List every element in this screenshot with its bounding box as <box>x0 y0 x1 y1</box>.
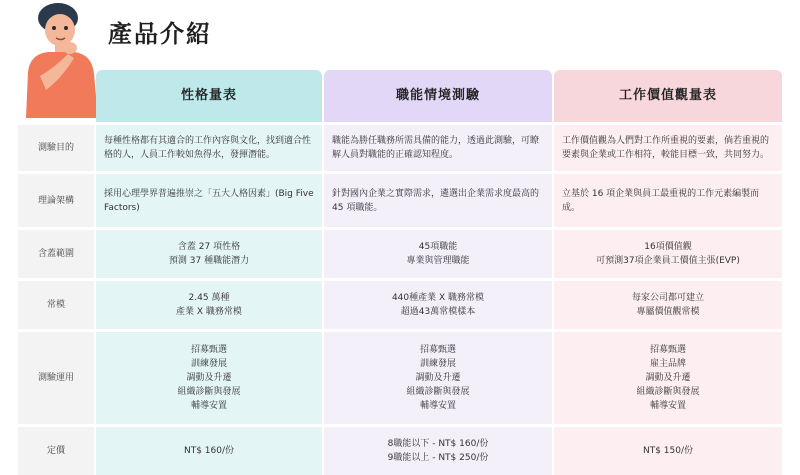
cell-line: 招募甄選 <box>649 345 686 355</box>
cell-line: NT$ 160/份 <box>183 446 235 456</box>
cell-line: 超過43萬常模樣本 <box>400 307 476 317</box>
table-cell <box>96 427 322 475</box>
table-cell <box>554 332 782 424</box>
cell-line: 16項價值觀 <box>644 242 692 252</box>
cell-line: 調動及升遷 <box>645 373 691 383</box>
column-header-personality: 性格量表 <box>96 70 322 122</box>
cell-line: 組織診斷與發展 <box>406 387 470 397</box>
table-corner <box>18 70 94 122</box>
table-cell: 立基於 16 項企業與員工最重視的工作元素編製而成。 <box>554 174 782 227</box>
cell-line: 訓練發展 <box>190 359 227 369</box>
cell-line: 招募甄選 <box>419 345 456 355</box>
page-title: 產品介紹 <box>108 20 212 48</box>
cell-line: 組織診斷與發展 <box>177 387 241 397</box>
cell-line: 9職能以上 - NT$ 250/份 <box>387 453 489 463</box>
row-label-price: 定價 <box>18 427 94 475</box>
cell-line: 含蓋 27 項性格 <box>177 242 241 252</box>
row-label-framework: 理論架構 <box>18 174 94 227</box>
cell-line: 調動及升遷 <box>415 373 461 383</box>
cell-line: 產業 X 職務常模 <box>176 307 242 317</box>
row-label-norm: 常模 <box>18 281 94 329</box>
cell-line: 招募甄選 <box>190 345 227 355</box>
cell-line: 預測 37 種職能潛力 <box>168 256 250 266</box>
cell-line: 440種產業 X 職務常模 <box>391 293 485 303</box>
cell-line: 8職能以下 - NT$ 160/份 <box>387 439 489 449</box>
table-cell: 採用心理學界普遍推崇之「五大人格因素」(Big Five Factors) <box>96 174 322 227</box>
cell-line: 輔導安置 <box>190 401 227 411</box>
column-header-work-values: 工作價值觀量表 <box>554 70 782 122</box>
cell-line: 雇主品牌 <box>649 359 686 369</box>
column-header-competency: 職能情境測驗 <box>324 70 552 122</box>
row-label-coverage: 含蓋範圍 <box>18 230 94 278</box>
cell-line: 輔導安置 <box>419 401 456 411</box>
table-cell: 針對國內企業之實際需求，遴選出企業需求度最高的45 項職能。 <box>324 174 552 227</box>
cell-line: 專業與管理職能 <box>406 256 470 266</box>
cell-line: 2.45 萬種 <box>188 293 230 303</box>
cell-line: 調動及升遷 <box>186 373 232 383</box>
table-cell <box>324 332 552 424</box>
cell-line: 組織診斷與發展 <box>636 387 700 397</box>
table-cell: 職能為勝任職務所需具備的能力，透過此測驗，可瞭解人員對職能的正確認知程度。 <box>324 125 552 171</box>
table-cell <box>324 427 552 475</box>
table-cell <box>96 281 322 329</box>
cell-line: NT$ 150/份 <box>642 446 694 456</box>
table-cell <box>554 281 782 329</box>
table-cell <box>554 230 782 278</box>
row-label-purpose: 測驗目的 <box>18 125 94 171</box>
cell-line: 每家公司都可建立 <box>631 293 704 303</box>
product-comparison-table <box>18 70 780 475</box>
cell-line: 可預測37項企業員工價值主張(EVP) <box>596 256 740 266</box>
table-cell <box>324 230 552 278</box>
cell-line: 專屬價值觀常模 <box>636 307 700 317</box>
table-cell <box>96 230 322 278</box>
cell-line: 輔導安置 <box>649 401 686 411</box>
cell-line: 45項職能 <box>418 242 458 252</box>
table-cell <box>324 281 552 329</box>
table-cell <box>554 427 782 475</box>
cell-line: 訓練發展 <box>419 359 456 369</box>
table-cell: 每種性格都有其適合的工作內容與文化，找到適合性格的人，人員工作較如魚得水，發揮潛能。 <box>96 125 322 171</box>
row-label-application: 測驗運用 <box>18 332 94 424</box>
table-cell: 工作價值觀為人們對工作所重視的要素，倘若重視的要素與企業或工作相符，較能目標一致，共同努力。 <box>554 125 782 171</box>
table-cell <box>96 332 322 424</box>
